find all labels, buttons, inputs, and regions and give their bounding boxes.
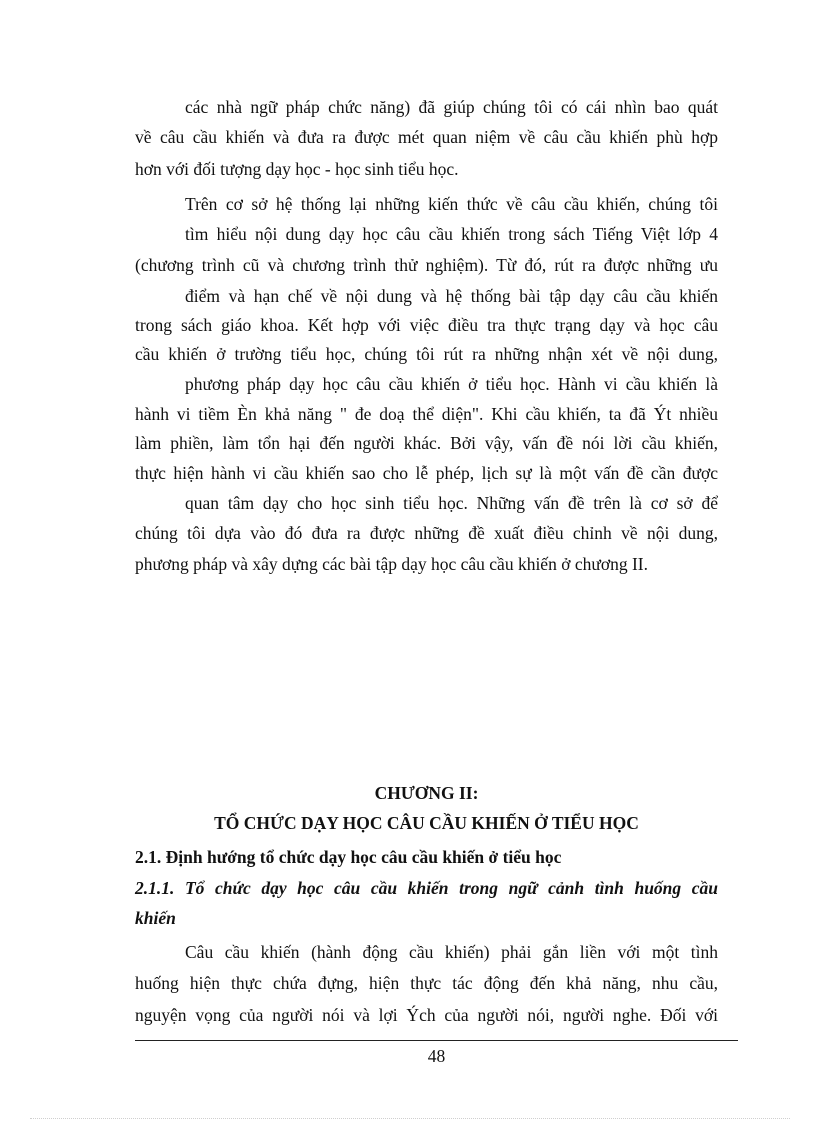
body-line: (chương trình cũ và chương trình thử nghiệm). Từ đó, rút ra được những ưu [135, 255, 718, 275]
footer-rule [135, 1040, 738, 1041]
page-edge-dots [30, 1118, 790, 1119]
body-line: nguyện vọng của người nói và lợi Ých của người nói, người nghe. Đối với [135, 1005, 718, 1025]
body-line: điểm và hạn chế về nội dung và hệ thống bài tập dạy câu cầu khiến [185, 286, 718, 306]
body-line: làm phiền, làm tổn hại đến người khác. Bởi vậy, vấn đề nói lời cầu khiến, [135, 433, 718, 453]
chapter-title: TỔ CHỨC DẠY HỌC CÂU CẦU KHIẾN Ở TIỂU HỌC [214, 813, 639, 833]
section-heading: 2.1. Định hướng tổ chức dạy học câu cầu khiến ở tiểu học [135, 847, 562, 867]
body-line: huống hiện thực chứa đựng, hiện thực tác động đến khả năng, nhu cầu, [135, 973, 718, 993]
page-number: 48 [427, 1046, 446, 1066]
body-line: hơn với đối tượng dạy học - học sinh tiểu học. [135, 159, 459, 179]
chapter-number: CHƯƠNG II: [374, 783, 479, 803]
body-line: trong sách giáo khoa. Kết hợp với việc điều tra thực trạng dạy và học câu [135, 315, 718, 335]
body-line: cầu khiến ở trường tiểu học, chúng tôi rút ra những nhận xét về nội dung, [135, 344, 718, 364]
body-line: Trên cơ sở hệ thống lại những kiến thức về câu cầu khiến, chúng tôi [185, 194, 718, 214]
body-line: về câu cầu khiến và đưa ra được mét quan niệm về câu cầu khiến phù hợp [135, 127, 718, 147]
body-line: các nhà ngữ pháp chức năng) đã giúp chúng tôi có cái nhìn bao quát [185, 97, 718, 117]
body-line: phương pháp dạy học câu cầu khiến ở tiểu học. Hành vi cầu khiến là [185, 374, 718, 394]
body-line: thực hiện hành vi cầu khiến sao cho lễ phép, lịch sự là một vấn đề cần được [135, 463, 718, 483]
body-line: quan tâm dạy cho học sinh tiểu học. Những vấn đề trên là cơ sở để [185, 493, 718, 513]
body-line: chúng tôi dựa vào đó đưa ra được những đề xuất điều chỉnh về nội dung, [135, 523, 718, 543]
body-line: Câu cầu khiến (hành động cầu khiến) phải gắn liền với một tình [185, 942, 718, 962]
body-line: phương pháp và xây dựng các bài tập dạy học câu cầu khiến ở chương II. [135, 554, 648, 574]
subsection-heading: khiến [135, 908, 176, 928]
subsection-heading: 2.1.1. Tổ chức dạy học câu cầu khiến trong ngữ cảnh tình huống cầu [135, 878, 718, 898]
body-line: hành vi tiềm Èn khả năng " đe doạ thể diện". Khi cầu khiến, ta đã Ýt nhiều [135, 404, 718, 424]
body-line: tìm hiểu nội dung dạy học câu cầu khiến trong sách Tiếng Việt lớp 4 [185, 224, 718, 244]
